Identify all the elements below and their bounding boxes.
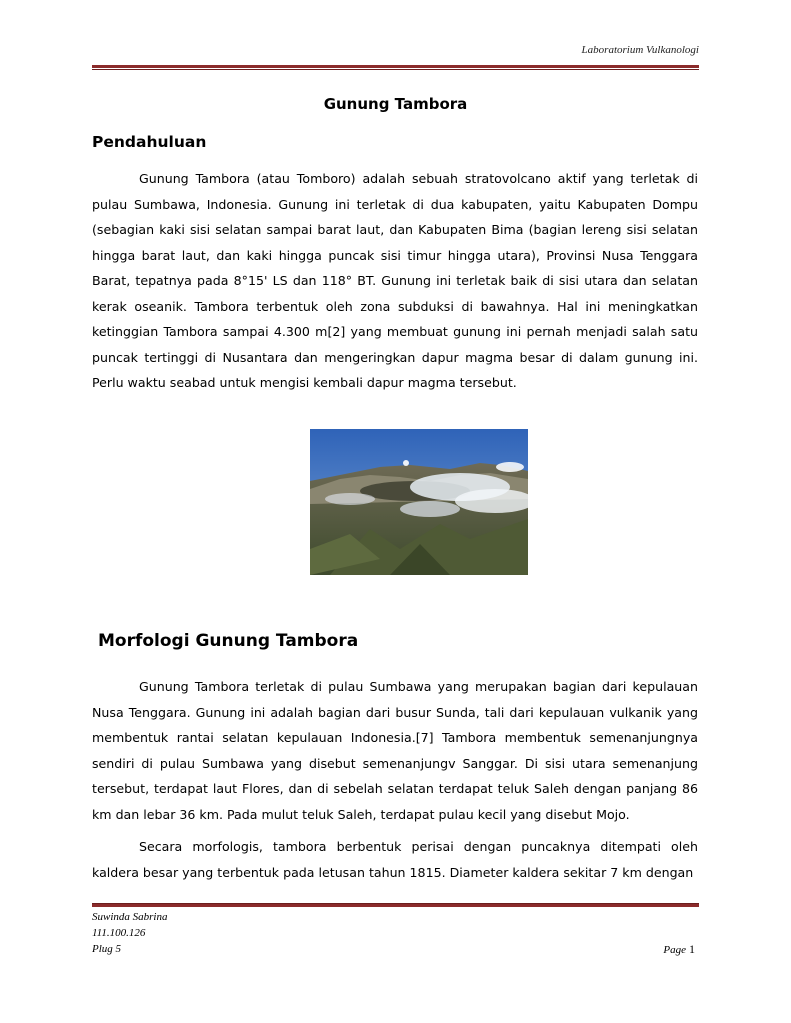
footer-author: Suwinda Sabrina [92, 911, 168, 923]
paragraph-morfologi-2: Secara morfologis, tambora berbentuk perisai dengan puncaknya ditempati oleh kaldera besar yang terbentuk pada letusan tahun 1815. Diameter kaldera sekitar 7 km dengan [92, 839, 698, 880]
header-lab-name: Laboratorium Vulkanologi [581, 44, 699, 56]
header-rule [92, 65, 699, 70]
paragraph-morfologi-1: Gunung Tambora terletak di pulau Sumbawa yang merupakan bagian dari kepulauan Nusa Tenggara. Gunung ini adalah bagian dari busur Sunda, tali dari kepulauan vulkanik yang membentuk rantai selatan kepulauan Indonesia.[7] Tambora membentuk semenanjungnya sendiri di pulau Sumbawa yang disebut semenanjungv Sanggar. Di sisi utara semenanjung tersebut, terdapat laut Flores, dan di sebelah selatan terdapat teluk Saleh dengan panjang 86 km dan lebar 36 km. Pada mulut teluk Saleh, terdapat pulau kecil yang disebut Mojo. [92, 679, 698, 822]
tambora-caldera-photo [310, 429, 528, 575]
section-heading-pendahuluan: Pendahuluan [92, 133, 207, 151]
footer-rule [92, 902, 699, 907]
paragraph-pendahuluan: Gunung Tambora (atau Tomboro) adalah sebuah stratovolcano aktif yang terletak di pulau Sumbawa, Indonesia. Gunung ini terletak di dua kabupaten, yaitu Kabupaten Dompu (sebagian kaki sisi selatan sampai barat laut, dan Kabupaten Bima (bagian lereng sisi selatan hingga barat laut, dan kaki hingga puncak sisi timur hingga utara), Provinsi Nusa Tenggara Barat, tepatnya pada 8°15' LS dan 118° BT. Gunung ini terletak baik di sisi utara dan selatan kerak oseanik. Tambora terbentuk oleh zona subduksi di bawahnya. Hal ini meningkatkan ketinggian Tambora sampai 4.300 m[2] yang membuat gunung ini pernah menjadi salah satu puncak tertinggi di Nusantara dan mengeringkan dapur magma besar di dalam gunung ini. Perlu waktu seabad untuk mengisi kembali dapur magma tersebut. [92, 171, 698, 390]
section-heading-morfologi: Morfologi Gunung Tambora [98, 631, 359, 651]
page-number [663, 942, 695, 957]
page-number-value: 1 [689, 942, 695, 956]
page-label: Page [663, 944, 686, 956]
footer-student-id: 111.100.126 [92, 927, 146, 939]
document-title: Gunung Tambora [323, 95, 468, 113]
footer-group: Plug 5 [92, 943, 122, 955]
